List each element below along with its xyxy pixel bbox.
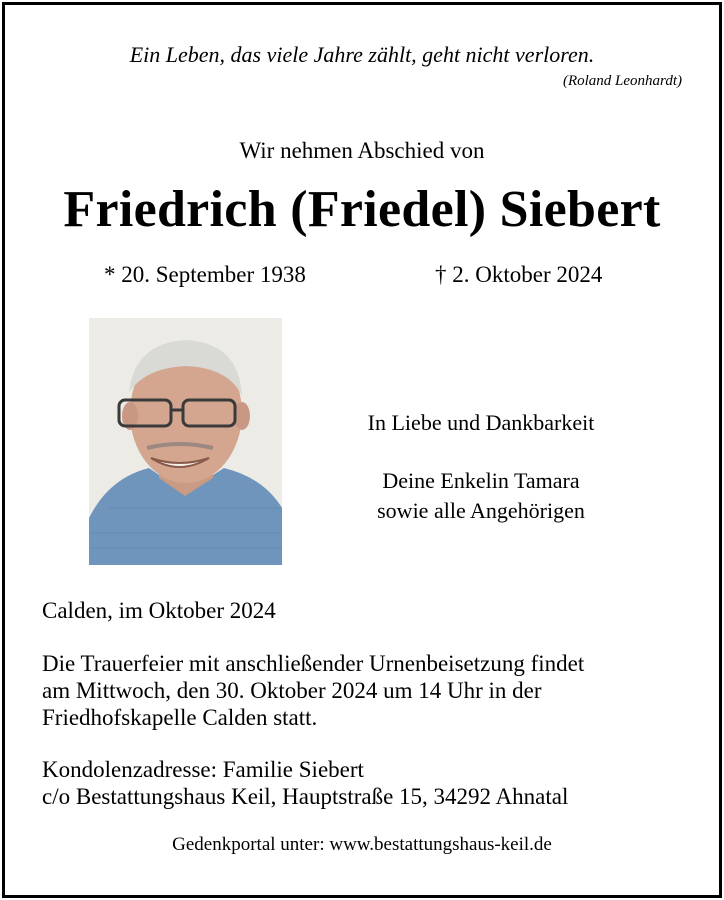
quote-author: (Roland Leonhardt) <box>562 73 682 89</box>
ceremony-line: Die Trauerfeier mit anschließender Urnenbeisetzung findet <box>42 651 585 676</box>
ceremony-line: am Mittwoch, den 30. Oktober 2024 um 14 Uhr in der <box>42 678 542 703</box>
ceremony-paragraph <box>42 650 682 731</box>
birth-date: * 20. September 1938 <box>104 262 306 287</box>
deceased-name: Friedrich (Friedel) Siebert <box>63 181 661 238</box>
mourner-line-2: sowie alle Angehörigen <box>377 498 585 523</box>
place-date: Calden, im Oktober 2024 <box>42 598 276 623</box>
intro-text: Wir nehmen Abschied von <box>239 138 485 163</box>
ceremony-line: Friedhofskapelle Calden statt. <box>42 705 318 730</box>
memorial-portal-text: Gedenkportal unter: www.bestattungshaus-keil.de <box>172 834 552 855</box>
death-date: † 2. Oktober 2024 <box>435 262 603 287</box>
condolence-line: c/o Bestattungshaus Keil, Hauptstraße 15, 34292 Ahnatal <box>42 784 569 809</box>
mourner-line-1: Deine Enkelin Tamara <box>382 468 580 493</box>
condolence-paragraph <box>42 756 682 810</box>
quote-text: Ein Leben, das viele Jahre zählt, geht nicht verloren. <box>129 42 595 67</box>
condolence-line: Kondolenzadresse: Familie Siebert <box>42 757 364 782</box>
portrait-photo <box>89 318 282 565</box>
dedication-text: In Liebe und Dankbarkeit <box>367 410 595 435</box>
